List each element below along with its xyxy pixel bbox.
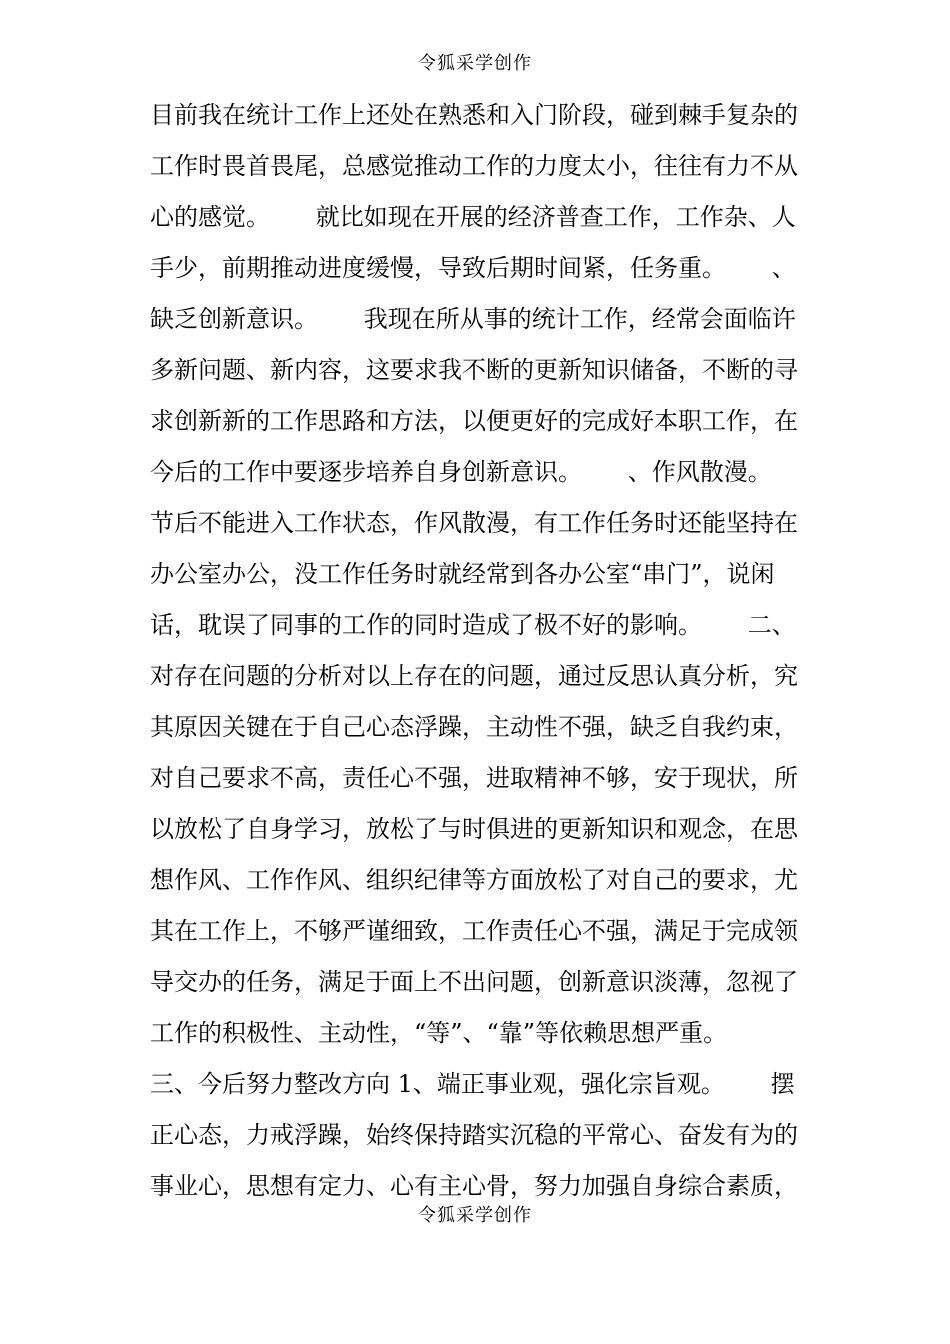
text-line: 缺乏创新意识。 我现在所从事的统计工作，经常会面临许: [150, 305, 796, 333]
text-line: 对存在问题的分析对以上存在的问题，通过反思认真分析，究: [150, 662, 798, 690]
text-line: 其在工作上，不够严谨细致，工作责任心不强，满足于完成领: [150, 917, 798, 945]
text-line: 今后的工作中要逐步培养自身创新意识。 、作风散漫。: [150, 458, 772, 486]
text-line: 以放松了自身学习，放松了与时俱进的更新知识和观念，在思: [150, 815, 798, 843]
text-line: 节后不能进入工作状态，作风散漫，有工作任务时还能坚持在: [150, 509, 798, 537]
text-line: 求创新新的工作思路和方法，以便更好的完成好本职工作，在: [150, 407, 798, 435]
text-line: 导交办的任务，满足于面上不出问题，创新意识淡薄，忽视了: [150, 968, 798, 996]
text-line: 话，耽误了同事的工作的同时造成了极不好的影响。 二、: [150, 611, 796, 639]
text-line: 三、今后努力整改方向 1、端正事业观，强化宗旨观。 摆: [150, 1070, 795, 1098]
text-line: 多新问题、新内容，这要求我不断的更新知识储备，不断的寻: [150, 356, 798, 384]
text-line: 目前我在统计工作上还处在熟悉和入门阶段，碰到棘手复杂的: [150, 101, 798, 129]
text-line: 工作时畏首畏尾，总感觉推动工作的力度太小，往往有力不从: [150, 152, 798, 180]
text-line: 心的感觉。 就比如现在开展的经济普查工作，工作杂、人: [150, 203, 796, 231]
text-line: 想作风、工作作风、组织纪律等方面放松了对自己的要求，尤: [150, 866, 798, 894]
text-line: 其原因关键在于自己心态浮躁，主动性不强，缺乏自我约束，: [150, 713, 798, 741]
document-body: [150, 90, 800, 1212]
page-header: 令狐采学创作: [418, 53, 532, 74]
text-line: 手少，前期推动进度缓慢，导致后期时间紧，任务重。 、: [150, 254, 796, 282]
text-line: 工作的积极性、主动性，“等”、“靠”等依赖思想严重。: [150, 1019, 728, 1047]
text-line: 正心态，力戒浮躁，始终保持踏实沉稳的平常心、奋发有为的: [150, 1121, 798, 1149]
page-footer: 令狐采学创作: [418, 1205, 532, 1226]
text-line: 对自己要求不高，责任心不强，进取精神不够，安于现状，所: [150, 764, 798, 792]
text-line: 办公室办公，没工作任务时就经常到各办公室“串门”，说闲: [150, 560, 775, 588]
text-line: 事业心，思想有定力、心有主心骨，努力加强自身综合素质，: [150, 1172, 798, 1200]
